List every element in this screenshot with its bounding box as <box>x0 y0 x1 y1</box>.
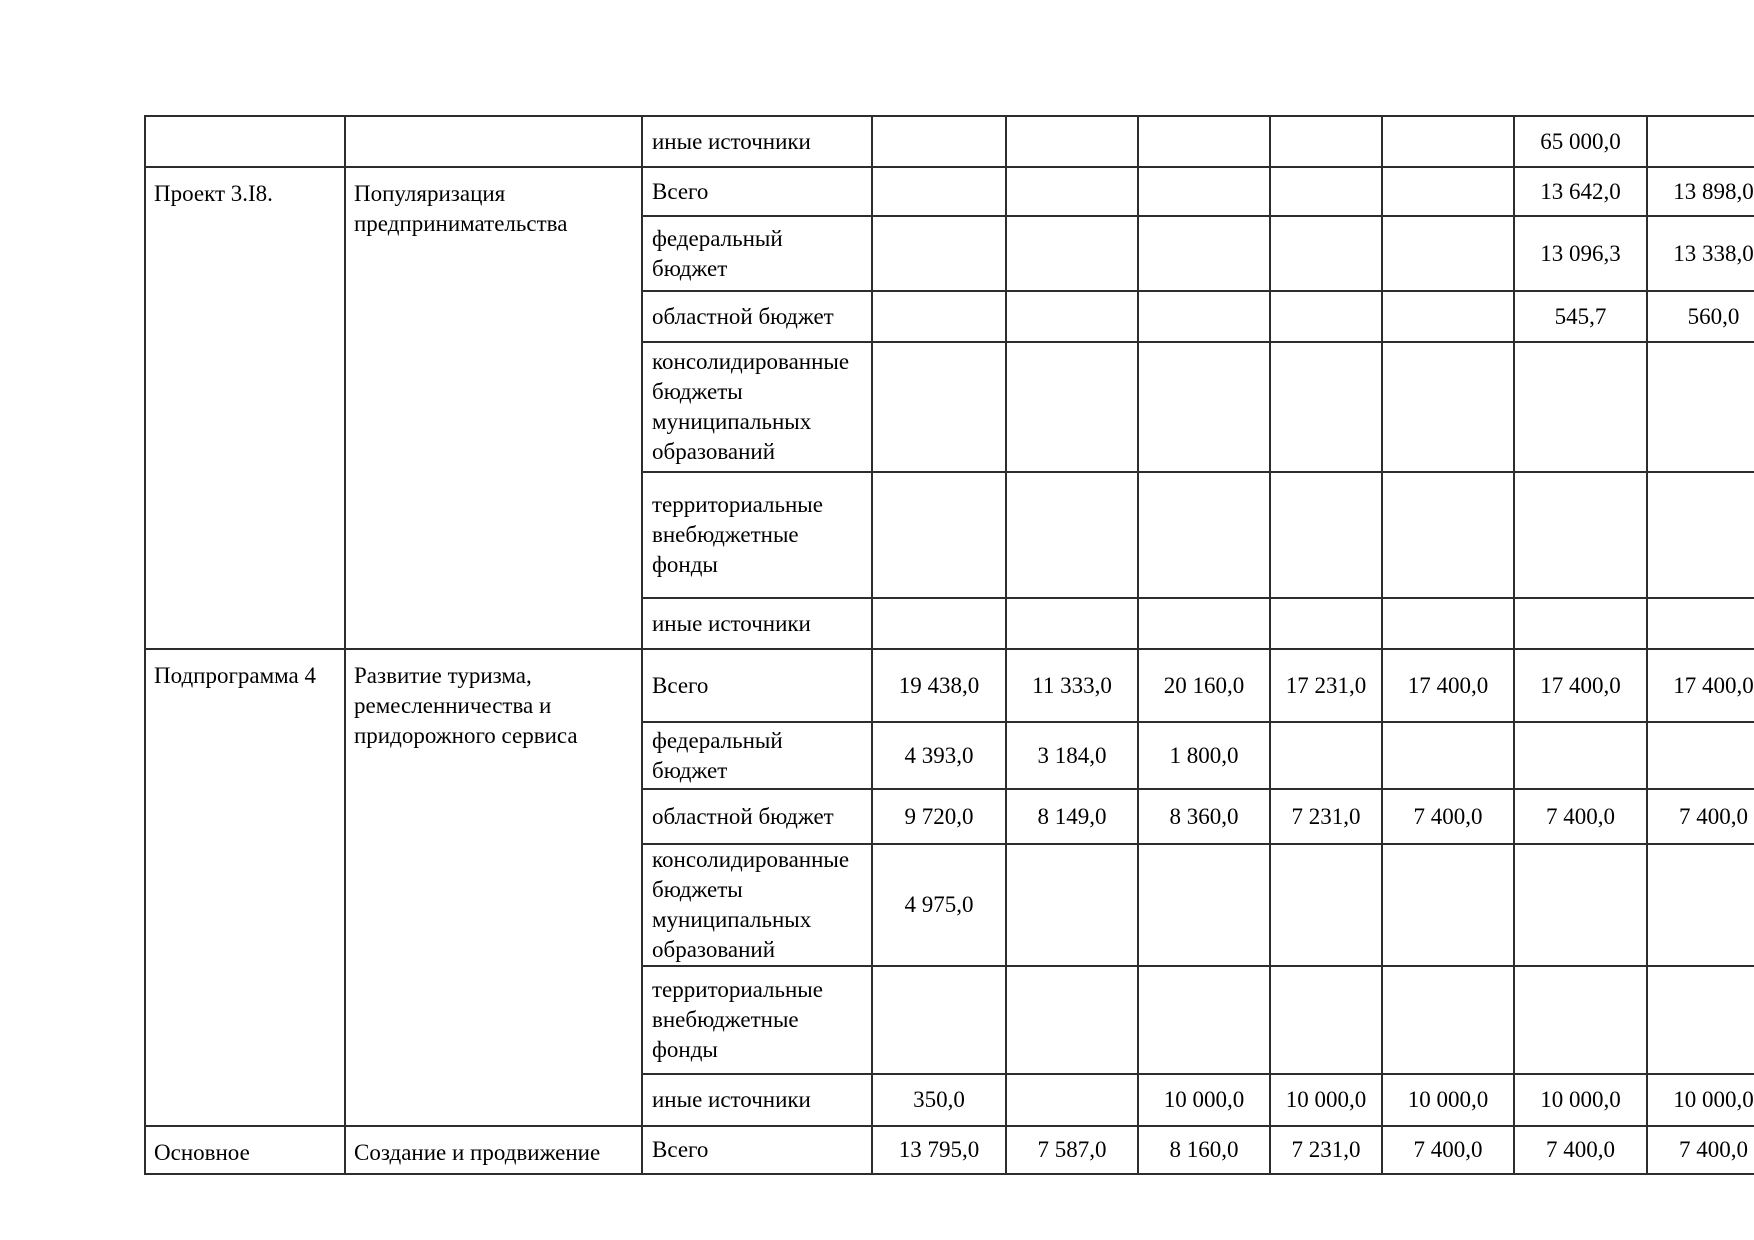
amount-cell: 7 400,0 <box>1383 790 1515 845</box>
amount-cell <box>1271 117 1383 168</box>
amount-cell: 13 642,0 <box>1515 168 1648 217</box>
amount-cell <box>873 473 1007 599</box>
amount-cell: 11 333,0 <box>1007 650 1139 723</box>
amount-cell <box>1007 473 1139 599</box>
amount-cell <box>1271 845 1383 967</box>
amount-cell: 10 000,0 <box>1271 1075 1383 1127</box>
amount-cell <box>1271 473 1383 599</box>
amount-cell <box>1383 473 1515 599</box>
amount-cell: 10 000,0 <box>1515 1075 1648 1127</box>
amount-cell <box>1383 217 1515 292</box>
row-id-cell: Проект 3.I8. <box>146 168 346 650</box>
amount-cell: 7 231,0 <box>1271 1127 1383 1175</box>
amount-cell: 3 184,0 <box>1007 723 1139 790</box>
amount-cell <box>1139 168 1271 217</box>
amount-cell <box>1007 217 1139 292</box>
funding-source-cell: областной бюджет <box>643 790 873 845</box>
funding-source-cell: Всего <box>643 1127 873 1175</box>
amount-cell <box>1007 967 1139 1075</box>
amount-cell <box>1383 292 1515 343</box>
amount-cell <box>1648 343 1754 473</box>
amount-cell: 7 400,0 <box>1648 790 1754 845</box>
program-name-cell: Популяризация предпринимательства <box>346 168 643 650</box>
amount-cell: 7 400,0 <box>1648 1127 1754 1175</box>
amount-cell <box>873 117 1007 168</box>
amount-cell <box>1383 599 1515 650</box>
funding-source-cell: территориальные внебюджетные фонды <box>643 967 873 1075</box>
amount-cell <box>1515 845 1648 967</box>
amount-cell <box>1007 292 1139 343</box>
amount-cell <box>1139 217 1271 292</box>
funding-source-cell: Всего <box>643 168 873 217</box>
amount-cell <box>1648 967 1754 1075</box>
program-name-cell: Создание и продвижение <box>346 1127 643 1175</box>
budget-table <box>144 115 1754 1175</box>
program-name-cell: Развитие туризма, ремесленничества и придорожного сервиса <box>346 650 643 1127</box>
amount-cell <box>1383 168 1515 217</box>
amount-cell <box>873 343 1007 473</box>
amount-cell: 13 096,3 <box>1515 217 1648 292</box>
amount-cell: 65 000,0 <box>1515 117 1648 168</box>
amount-cell <box>1271 723 1383 790</box>
amount-cell <box>1648 599 1754 650</box>
amount-cell: 13 898,0 <box>1648 168 1754 217</box>
amount-cell <box>1271 967 1383 1075</box>
amount-cell <box>1383 723 1515 790</box>
amount-cell: 7 231,0 <box>1271 790 1383 845</box>
amount-cell: 19 438,0 <box>873 650 1007 723</box>
funding-source-cell: федеральный бюджет <box>643 723 873 790</box>
amount-cell <box>873 168 1007 217</box>
row-id-cell: Основное <box>146 1127 346 1175</box>
amount-cell: 8 360,0 <box>1139 790 1271 845</box>
amount-cell: 17 400,0 <box>1515 650 1648 723</box>
amount-cell: 4 975,0 <box>873 845 1007 967</box>
amount-cell <box>1515 473 1648 599</box>
amount-cell <box>1648 473 1754 599</box>
amount-cell <box>1383 967 1515 1075</box>
amount-cell <box>1271 168 1383 217</box>
funding-source-cell: консолидированные бюджеты муниципальных образований <box>643 343 873 473</box>
program-name-cell <box>346 117 643 168</box>
funding-source-cell: иные источники <box>643 117 873 168</box>
amount-cell <box>1139 845 1271 967</box>
amount-cell: 7 400,0 <box>1515 1127 1648 1175</box>
amount-cell <box>1007 117 1139 168</box>
funding-source-cell: иные источники <box>643 599 873 650</box>
amount-cell: 17 231,0 <box>1271 650 1383 723</box>
amount-cell <box>1007 168 1139 217</box>
amount-cell <box>1515 343 1648 473</box>
row-id-cell: Подпрограмма 4 <box>146 650 346 1127</box>
amount-cell <box>1271 599 1383 650</box>
amount-cell <box>1139 117 1271 168</box>
funding-source-cell: Всего <box>643 650 873 723</box>
amount-cell <box>1007 845 1139 967</box>
amount-cell <box>1515 599 1648 650</box>
amount-cell: 8 160,0 <box>1139 1127 1271 1175</box>
amount-cell <box>1139 599 1271 650</box>
amount-cell: 20 160,0 <box>1139 650 1271 723</box>
amount-cell: 7 400,0 <box>1383 1127 1515 1175</box>
amount-cell <box>1515 967 1648 1075</box>
amount-cell <box>1648 723 1754 790</box>
amount-cell <box>1139 967 1271 1075</box>
amount-cell: 17 400,0 <box>1383 650 1515 723</box>
funding-source-cell: консолидированные бюджеты муниципальных образований <box>643 845 873 967</box>
amount-cell: 7 587,0 <box>1007 1127 1139 1175</box>
amount-cell <box>1383 845 1515 967</box>
amount-cell: 545,7 <box>1515 292 1648 343</box>
amount-cell: 7 400,0 <box>1515 790 1648 845</box>
funding-source-cell: иные источники <box>643 1075 873 1127</box>
amount-cell <box>1648 845 1754 967</box>
amount-cell <box>1139 343 1271 473</box>
amount-cell <box>1515 723 1648 790</box>
funding-source-cell: федеральный бюджет <box>643 217 873 292</box>
amount-cell: 560,0 <box>1648 292 1754 343</box>
amount-cell <box>1007 343 1139 473</box>
amount-cell <box>873 967 1007 1075</box>
amount-cell <box>1271 343 1383 473</box>
amount-cell <box>1007 1075 1139 1127</box>
amount-cell: 1 800,0 <box>1139 723 1271 790</box>
amount-cell: 10 000,0 <box>1139 1075 1271 1127</box>
amount-cell: 13 338,0 <box>1648 217 1754 292</box>
amount-cell <box>1648 117 1754 168</box>
funding-source-cell: областной бюджет <box>643 292 873 343</box>
amount-cell: 10 000,0 <box>1648 1075 1754 1127</box>
amount-cell <box>873 599 1007 650</box>
amount-cell <box>1383 117 1515 168</box>
amount-cell: 8 149,0 <box>1007 790 1139 845</box>
amount-cell <box>1383 343 1515 473</box>
amount-cell: 350,0 <box>873 1075 1007 1127</box>
funding-source-cell: территориальные внебюджетные фонды <box>643 473 873 599</box>
amount-cell <box>1139 292 1271 343</box>
amount-cell <box>873 217 1007 292</box>
amount-cell <box>1007 599 1139 650</box>
row-id-cell <box>146 117 346 168</box>
amount-cell: 10 000,0 <box>1383 1075 1515 1127</box>
amount-cell: 17 400,0 <box>1648 650 1754 723</box>
amount-cell: 13 795,0 <box>873 1127 1007 1175</box>
amount-cell: 4 393,0 <box>873 723 1007 790</box>
amount-cell <box>1271 217 1383 292</box>
amount-cell: 9 720,0 <box>873 790 1007 845</box>
amount-cell <box>873 292 1007 343</box>
amount-cell <box>1271 292 1383 343</box>
amount-cell <box>1139 473 1271 599</box>
